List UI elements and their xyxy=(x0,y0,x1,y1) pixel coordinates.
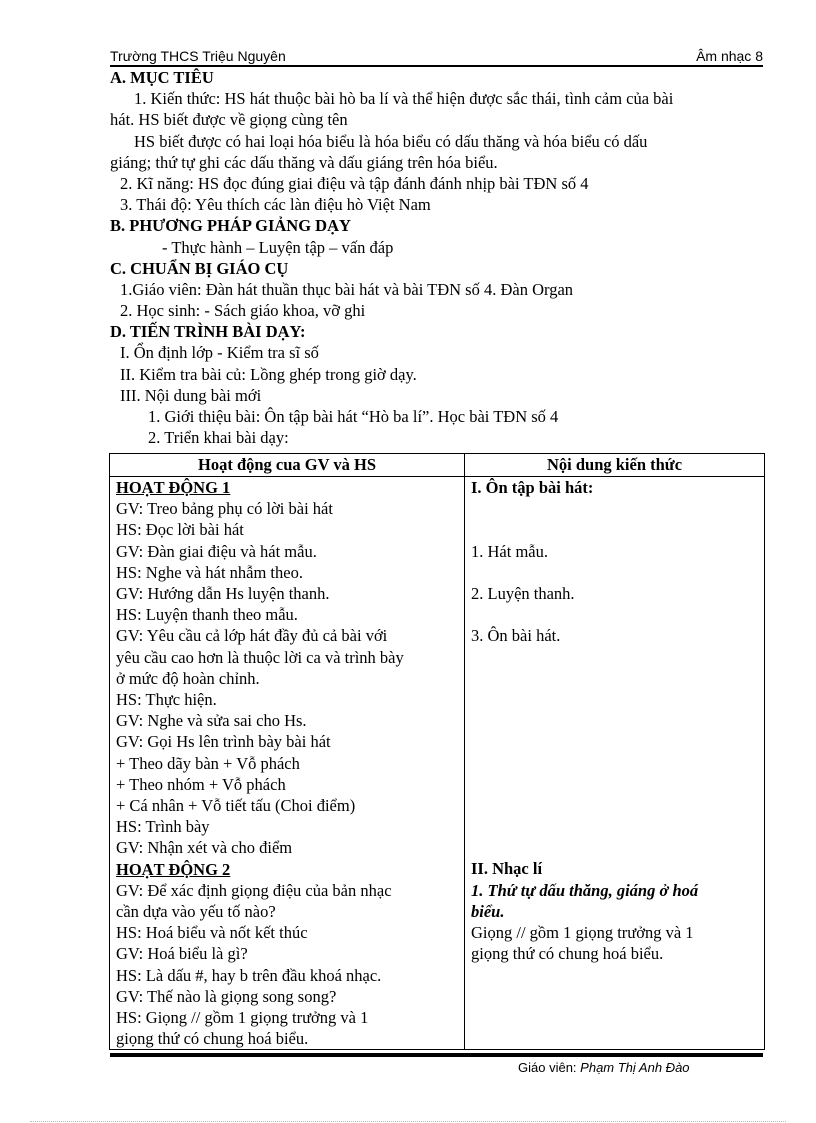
body-line: 1. Giới thiệu bài: Ôn tập bài hát “Hò ba lí”. Học bài TĐN số 4 xyxy=(148,407,559,426)
activity-line: GV: Treo bảng phụ có lời bài hát xyxy=(116,499,333,519)
activity-line: GV: Thế nào là giọng song song? xyxy=(116,986,337,1006)
content-line xyxy=(471,1007,758,1028)
body-line: giáng; thứ tự ghi các dấu thăng và dấu giáng trên hóa biểu. xyxy=(110,152,498,172)
body-line: 1. Kiến thức: HS hát thuộc bài hò ba lí và thể hiện được sắc thái, tình cảm của bài xyxy=(134,89,674,109)
content-line: Giọng // gồm 1 giọng trưởng và 1 xyxy=(471,923,694,943)
activity-line: cần dựa vào yếu tố nào? xyxy=(116,902,276,922)
body-line: 1.Giáo viên: Đàn hát thuần thục bài hát và bài TĐN số 4. Đàn Organ xyxy=(120,279,574,299)
section-heading: A. MỤC TIÊU xyxy=(110,68,214,87)
content-line xyxy=(471,986,758,1007)
body-line: 2. Học sinh: - Sách giáo khoa, vỡ ghi xyxy=(120,301,366,321)
activity-line: yêu cầu cao hơn là thuộc lời ca và trình bày xyxy=(116,647,404,667)
content-line xyxy=(471,774,758,795)
content-line xyxy=(471,668,758,689)
activity-title: HOẠT ĐỘNG 2 xyxy=(116,859,231,879)
body-line: 3. Thái độ: Yêu thích các làn điệu hò Việt Nam xyxy=(120,195,431,215)
content-line xyxy=(471,816,758,837)
content-line: 2. Luyện thanh. xyxy=(471,583,575,603)
activity-line: GV: Hướng dẫn Hs luyện thanh. xyxy=(116,584,330,604)
content-line xyxy=(471,731,758,752)
content-line xyxy=(471,519,758,540)
body-line: I. Ổn định lớp - Kiểm tra sĩ số xyxy=(120,343,319,363)
activity-line: GV: Yêu cầu cả lớp hát đầy đủ cả bài với xyxy=(116,626,388,646)
content-line xyxy=(471,562,758,583)
activity-line: HS: Thực hiện. xyxy=(116,690,217,710)
page-bottom-dots xyxy=(30,1121,786,1122)
body-line: III. Nội dung bài mới xyxy=(120,385,262,405)
activity-line: giọng thứ có chung hoá biểu. xyxy=(116,1029,309,1049)
col-header-content: Nội dung kiến thức xyxy=(465,454,765,477)
activities-cell xyxy=(110,477,465,1050)
content-cell xyxy=(465,477,765,1050)
content-line xyxy=(471,837,758,858)
school-name: Trường THCS Triệu Nguyên xyxy=(110,48,286,64)
teacher-label: Giáo viên: xyxy=(518,1060,577,1075)
body-line: HS biết được có hai loại hóa biểu là hóa biểu có dấu thăng và hóa biểu có dấu xyxy=(134,131,648,151)
table-bottom-rule xyxy=(110,1053,763,1057)
activity-line: HS: Luyện thanh theo mẫu. xyxy=(116,605,298,625)
activity-line: GV: Gọi Hs lên trình bày bài hát xyxy=(116,732,331,752)
teacher-name: Phạm Thị Anh Đào xyxy=(580,1060,690,1075)
content-line xyxy=(471,689,758,710)
activity-line: + Theo dãy bàn + Vỗ phách xyxy=(116,753,300,773)
body-line: 2. Triển khai bài dạy: xyxy=(148,428,289,448)
content-title: II. Nhạc lí xyxy=(471,859,543,879)
body-line: - Thực hành – Luyện tập – vấn đáp xyxy=(162,237,394,257)
content-line xyxy=(471,964,758,985)
content-line xyxy=(471,753,758,774)
content-line: 1. Hát mẫu. xyxy=(471,541,548,561)
content-title: I. Ôn tập bài hát: xyxy=(471,478,594,497)
activity-line: GV: Hoá biểu là gì? xyxy=(116,944,248,964)
content-line xyxy=(471,498,758,519)
page-header xyxy=(110,47,763,65)
body-line: hát. HS biết được về giọng cùng tên xyxy=(110,110,348,130)
activity-line: HS: Hoá biểu và nốt kết thúc xyxy=(116,923,308,943)
content-title: biểu. xyxy=(471,901,505,921)
activity-line: HS: Giọng // gồm 1 giọng trưởng và 1 xyxy=(116,1008,369,1028)
content-line: giọng thứ có chung hoá biểu. xyxy=(471,944,664,964)
activity-line: GV: Nhận xét và cho điểm xyxy=(116,838,293,858)
activity-line: ở mức độ hoàn chỉnh. xyxy=(116,668,260,688)
activity-line: HS: Trình bày xyxy=(116,817,210,837)
lesson-body xyxy=(110,67,763,448)
activity-line: + Cá nhân + Vỗ tiết tấu (Choi điểm) xyxy=(116,796,356,816)
activity-line: HS: Nghe và hát nhẫm theo. xyxy=(116,562,303,582)
activity-line: HS: Đọc lời bài hát xyxy=(116,520,244,540)
content-line xyxy=(471,710,758,731)
section-heading: C. CHUẨN BỊ GIÁO CỤ xyxy=(110,258,289,278)
activity-line: GV: Nghe và sửa sai cho Hs. xyxy=(116,711,307,731)
subject-name: Âm nhạc 8 xyxy=(696,48,763,64)
table-header-row xyxy=(110,454,765,477)
content-line xyxy=(471,1028,758,1049)
activity-line: HS: Là dấu #, hay b trên đầu khoá nhạc. xyxy=(116,965,382,985)
content-line xyxy=(471,795,758,816)
activity-title: HOẠT ĐỘNG 1 xyxy=(116,478,231,497)
activity-line: GV: Đàn giai điệu và hát mẫu. xyxy=(116,541,317,561)
section-heading: D. TIẾN TRÌNH BÀI DẠY: xyxy=(110,322,306,342)
section-heading: B. PHƯƠNG PHÁP GIẢNG DẠY xyxy=(110,216,351,236)
content-title: 1. Thứ tự dấu thăng, giáng ở hoá xyxy=(471,880,699,900)
content-line xyxy=(471,604,758,625)
activity-line: + Theo nhóm + Vỗ phách xyxy=(116,774,286,794)
lesson-table xyxy=(109,453,765,1050)
teacher-signature xyxy=(518,1060,690,1075)
content-line xyxy=(471,647,758,668)
col-header-activities: Hoạt động cua GV và HS xyxy=(110,454,465,477)
body-line: 2. Kĩ năng: HS đọc đúng giai điệu và tập đánh đánh nhịp bài TĐN số 4 xyxy=(120,173,589,193)
body-line: II. Kiểm tra bài củ: Lồng ghép trong giờ dạy. xyxy=(120,364,417,384)
content-line: 3. Ôn bài hát. xyxy=(471,626,561,646)
activity-line: GV: Để xác định giọng điệu của bản nhạc xyxy=(116,880,392,900)
table-row xyxy=(110,477,765,1050)
